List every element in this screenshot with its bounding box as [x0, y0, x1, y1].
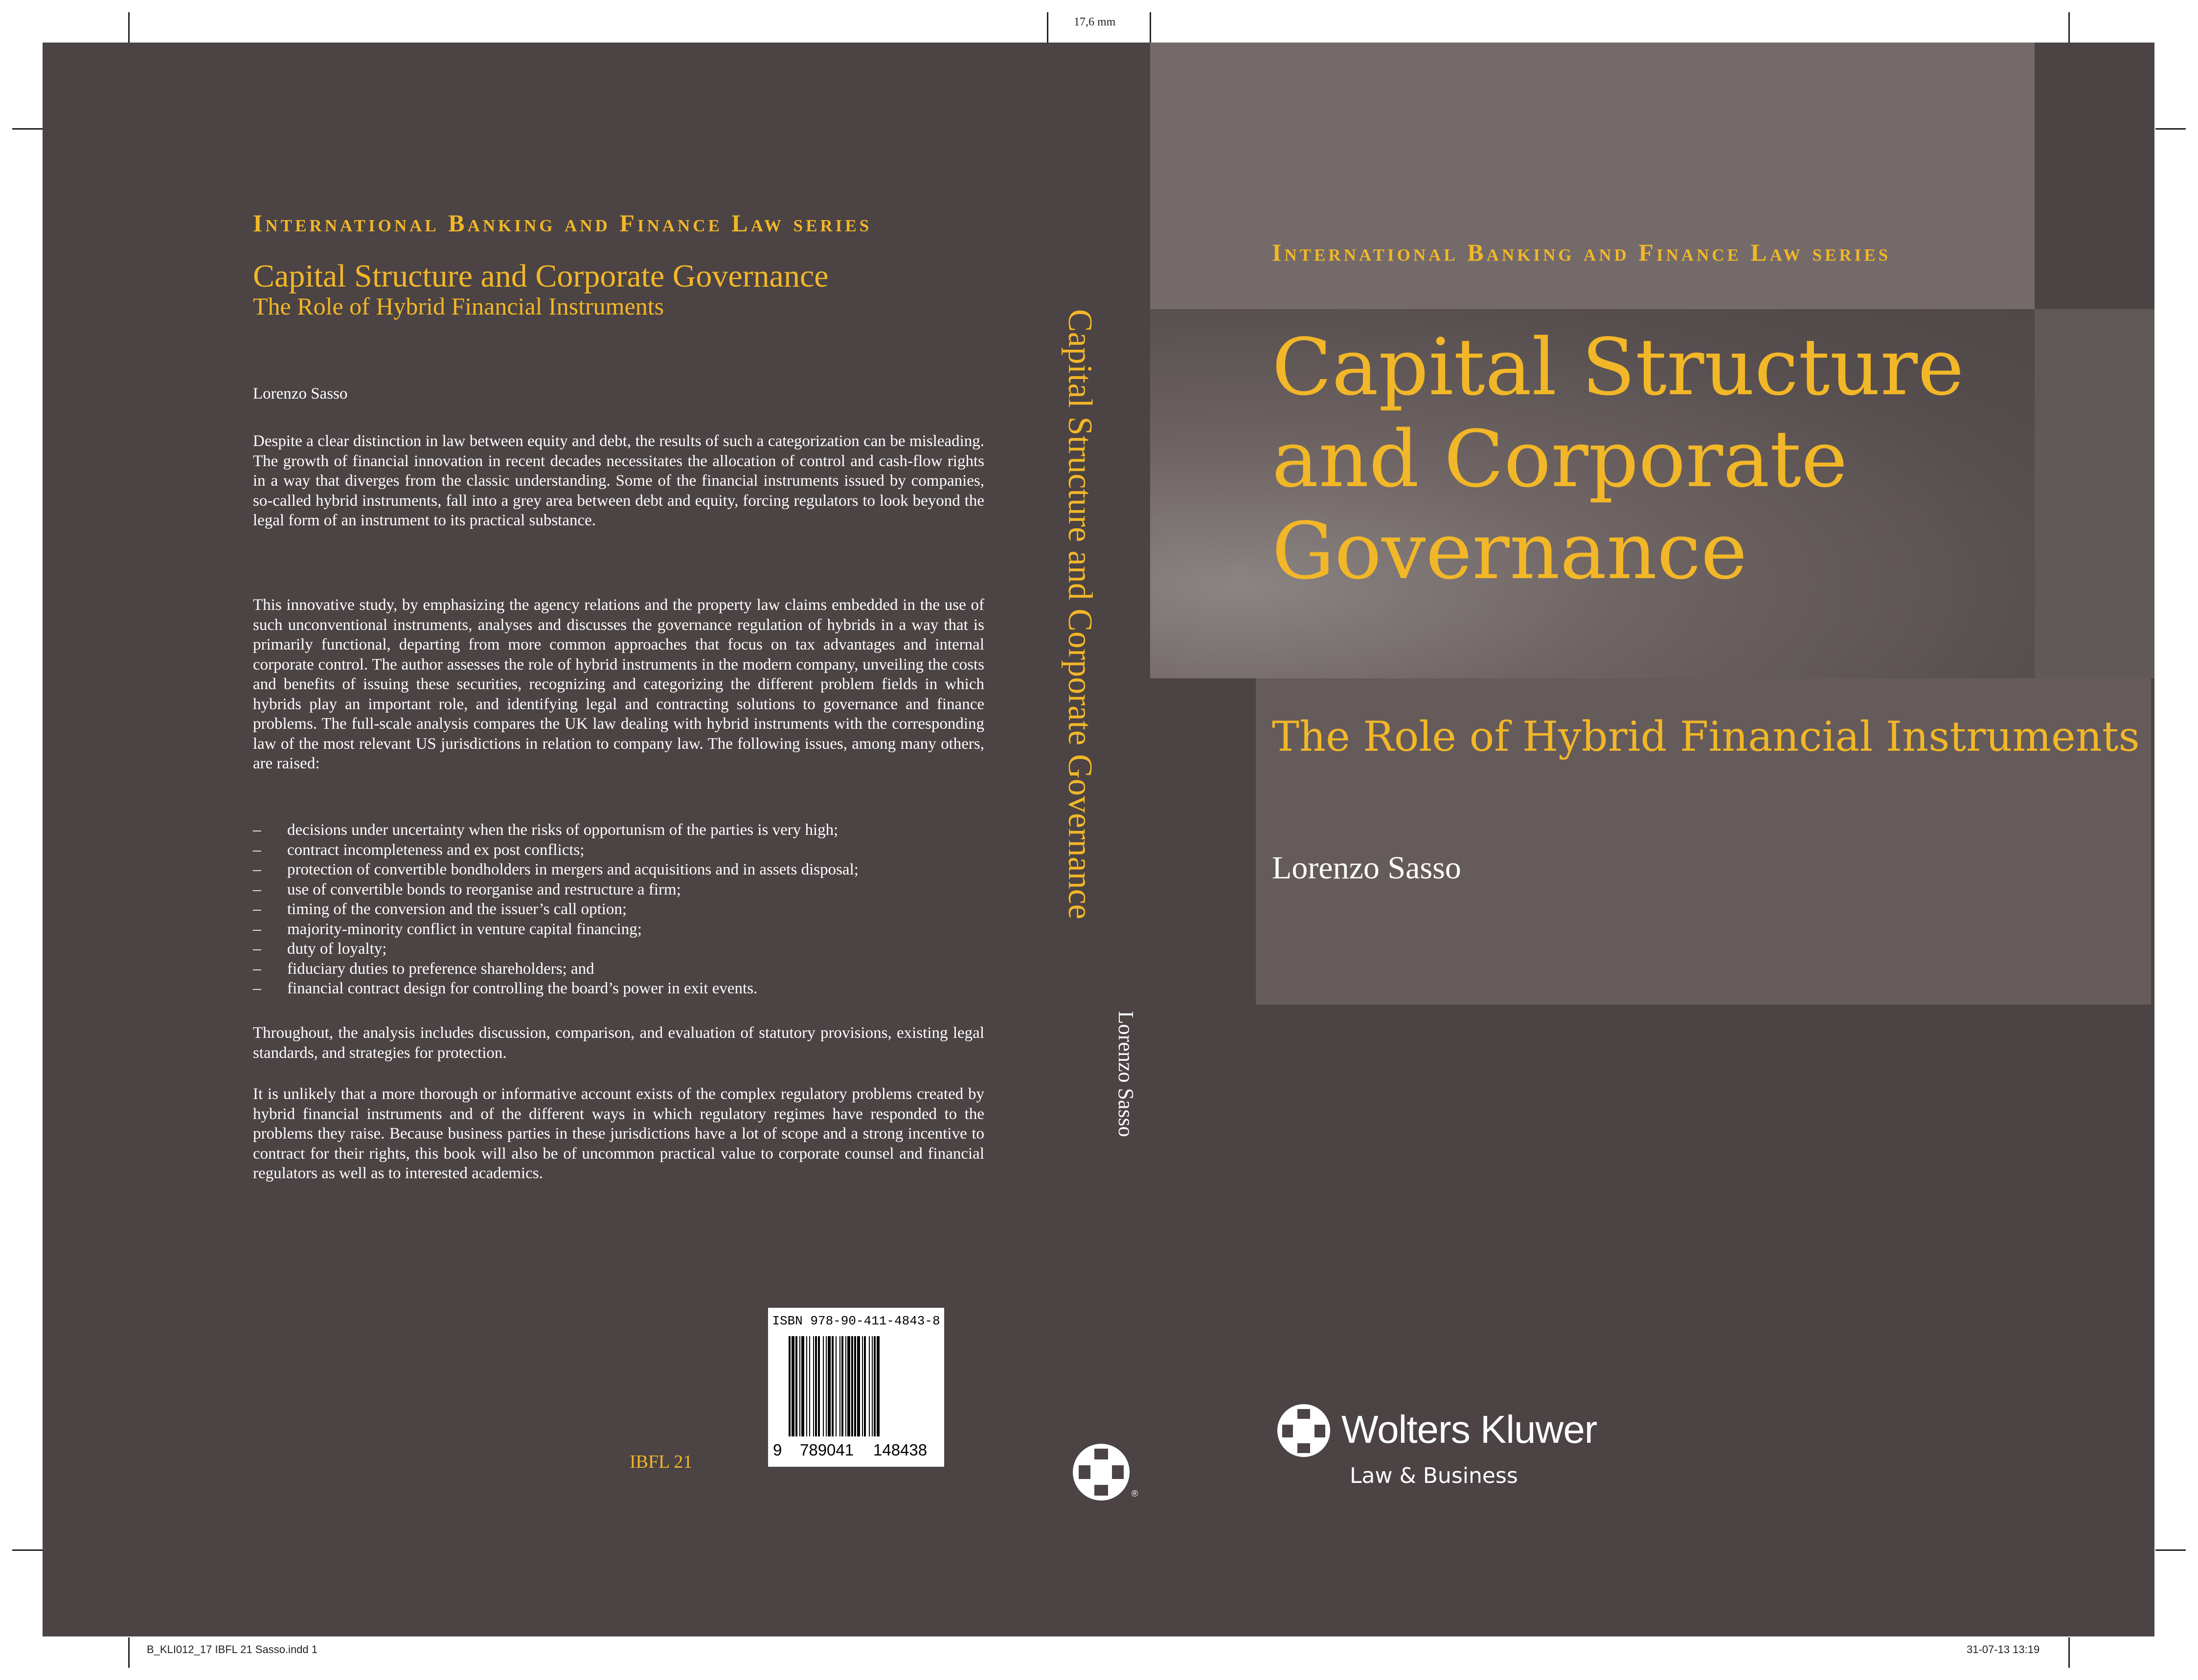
barcode-bar: [792, 1336, 794, 1436]
barcode-bar: [789, 1336, 791, 1436]
isbn-number: ISBN 978-90-411-4843-8: [772, 1314, 940, 1328]
crop-mark: [12, 128, 43, 130]
wolters-kluwer-logo-icon: [1275, 1402, 1334, 1461]
spine: [1061, 309, 1133, 994]
decorative-square: [1150, 43, 2035, 309]
blurb-paragraph: This innovative study, by emphasizing the agency relations and the property law claims embedded in the use of such unconventional instruments, analyses and discusses the governance regulation of hybrids in a way that is primarily functional, departing from more common approaches that focus on tax advantages and internal corporate control. The author assesses the role of hybrid instruments in the modern company, unveiling the costs and benefits of issuing these securities, recognizing and categorizing the different problem fields in which hybrids play an important role, and identifying legal and contracting solutions to governance and finance problems. The full-scale analysis compares the UK law dealing with hybrid instruments with the corresponding law of the most relevant US jurisdictions in relation to company law. The following issues, among many others, are raised:: [253, 596, 984, 772]
crop-mark: [2068, 1637, 2070, 1668]
list-item: – use of convertible bonds to reorganise and restructure a firm;: [253, 880, 984, 900]
barcode-bar: [845, 1336, 846, 1436]
barcode-digit: 148438: [873, 1441, 928, 1459]
list-item: – decisions under uncertainty when the risks of opportunism of the parties is very high;: [253, 820, 984, 840]
front-subtitle: The Role of Hybrid Financial Instruments: [1272, 713, 2140, 761]
front-series-name: International Banking and Finance Law series: [1272, 239, 1891, 266]
barcode-bar: [836, 1336, 837, 1436]
list-item: – majority-minority conflict in venture capital financing;: [253, 919, 984, 940]
barcode-bars: [788, 1336, 937, 1436]
barcode-digit: 789041: [800, 1441, 854, 1459]
barcode-bar: [857, 1336, 860, 1436]
barcode-bar: [832, 1336, 834, 1436]
file-name-slug: B_KLI012_17 IBFL 21 Sasso.indd 1: [147, 1643, 317, 1656]
barcode-bar: [841, 1336, 843, 1436]
crop-mark: [12, 1549, 43, 1551]
barcode-bar: [799, 1336, 800, 1436]
barcode-bar: [823, 1336, 824, 1436]
list-item: – financial contract design for controlling the board’s power in exit events.: [253, 979, 984, 999]
barcode-bar: [874, 1336, 876, 1436]
crop-mark: [128, 1637, 130, 1668]
barcode-bar: [801, 1336, 804, 1436]
spine-title: Capital Structure and Corporate Governance: [1061, 309, 1099, 919]
barcode-bar: [806, 1336, 807, 1436]
barcode-bar: [815, 1336, 817, 1436]
publisher-division: Law & Business: [1350, 1463, 1518, 1488]
list-item: – duty of loyalty;: [253, 939, 984, 959]
barcode-bar: [839, 1336, 840, 1436]
decorative-square: [2035, 309, 2154, 678]
isbn-barcode: [768, 1308, 944, 1467]
list-item: – timing of the conversion and the issuer’s call option;: [253, 899, 984, 919]
front-title: Capital Structure and Corporate Governance: [1272, 321, 1964, 597]
back-subtitle: The Role of Hybrid Financial Instruments: [253, 292, 664, 320]
barcode-bar: [813, 1336, 814, 1436]
list-item: – fiduciary duties to preference shareholders; and: [253, 959, 984, 979]
crop-mark: [2068, 12, 2070, 43]
crop-mark: [1150, 12, 1151, 43]
blurb-paragraph: Throughout, the analysis includes discussion, comparison, and evaluation of statutory provisions, existing legal standards, and strategies for protection.: [253, 1024, 984, 1062]
publisher-name: Wolters Kluwer: [1341, 1408, 1597, 1451]
barcode-bar: [826, 1336, 827, 1436]
crop-mark: [128, 12, 130, 43]
blurb-paragraph: Despite a clear distinction in law between equity and debt, the results of such a categorization can be misleading. The growth of financial innovation in recent decades necessitates the allocation of control and cash-flow rights in a way that diverges from the classic understanding. Some of the financial instruments issued by companies, so-called hybrid instruments, fall into a grey area between debt and equity, forcing regulators to look beyond the legal form of an instrument to its practical substance.: [253, 432, 984, 529]
barcode-digit: 9: [773, 1441, 782, 1459]
back-series-name: International Banking and Finance Law series: [253, 209, 872, 237]
barcode-bar: [847, 1336, 850, 1436]
barcode-bar: [818, 1336, 820, 1436]
crop-mark: [2155, 128, 2186, 130]
barcode-bar: [872, 1336, 873, 1436]
barcode-bar: [828, 1336, 831, 1436]
back-title: Capital Structure and Corporate Governance: [253, 258, 829, 294]
volume-number: IBFL 21: [630, 1452, 693, 1472]
barcode-bar: [862, 1336, 863, 1436]
crop-mark: [1047, 12, 1048, 43]
svg-text:®: ®: [1132, 1489, 1138, 1499]
crop-mark: [2155, 1549, 2186, 1551]
spine-author: Lorenzo Sasso: [1114, 1011, 1138, 1137]
spine-width-label: 17,6 mm: [1074, 16, 1116, 28]
issues-list: [253, 820, 984, 999]
barcode-bar: [854, 1336, 856, 1436]
list-item: – contract incompleteness and ex post conflicts;: [253, 840, 984, 860]
front-author: Lorenzo Sasso: [1272, 850, 1461, 886]
list-item: – protection of convertible bondholders in mergers and acquisitions and in assets disposal;: [253, 860, 984, 880]
barcode-bar: [809, 1336, 810, 1436]
wolters-kluwer-logo-icon: [1071, 1439, 1144, 1507]
back-author: Lorenzo Sasso: [253, 385, 348, 403]
blurb-paragraph: It is unlikely that a more thorough or informative account exists of the complex regulatory problems created by hybrid financial instruments and of the different ways in which regulatory regimes have responded to the problems they raise. Because business parties in these jurisdictions have a lot of scope and a strong incentive to contract for their rights, this book will also be of uncommon practical value to corporate counsel and financial regulators as well as to interested academics.: [253, 1085, 984, 1182]
book-cover: [43, 43, 2154, 1636]
barcode-bar: [795, 1336, 797, 1436]
timestamp-slug: 31-07-13 13:19: [1967, 1643, 2040, 1656]
barcode-bar: [877, 1336, 880, 1436]
barcode-bar: [851, 1336, 853, 1436]
barcode-bar: [864, 1336, 866, 1436]
barcode-bar: [869, 1336, 870, 1436]
